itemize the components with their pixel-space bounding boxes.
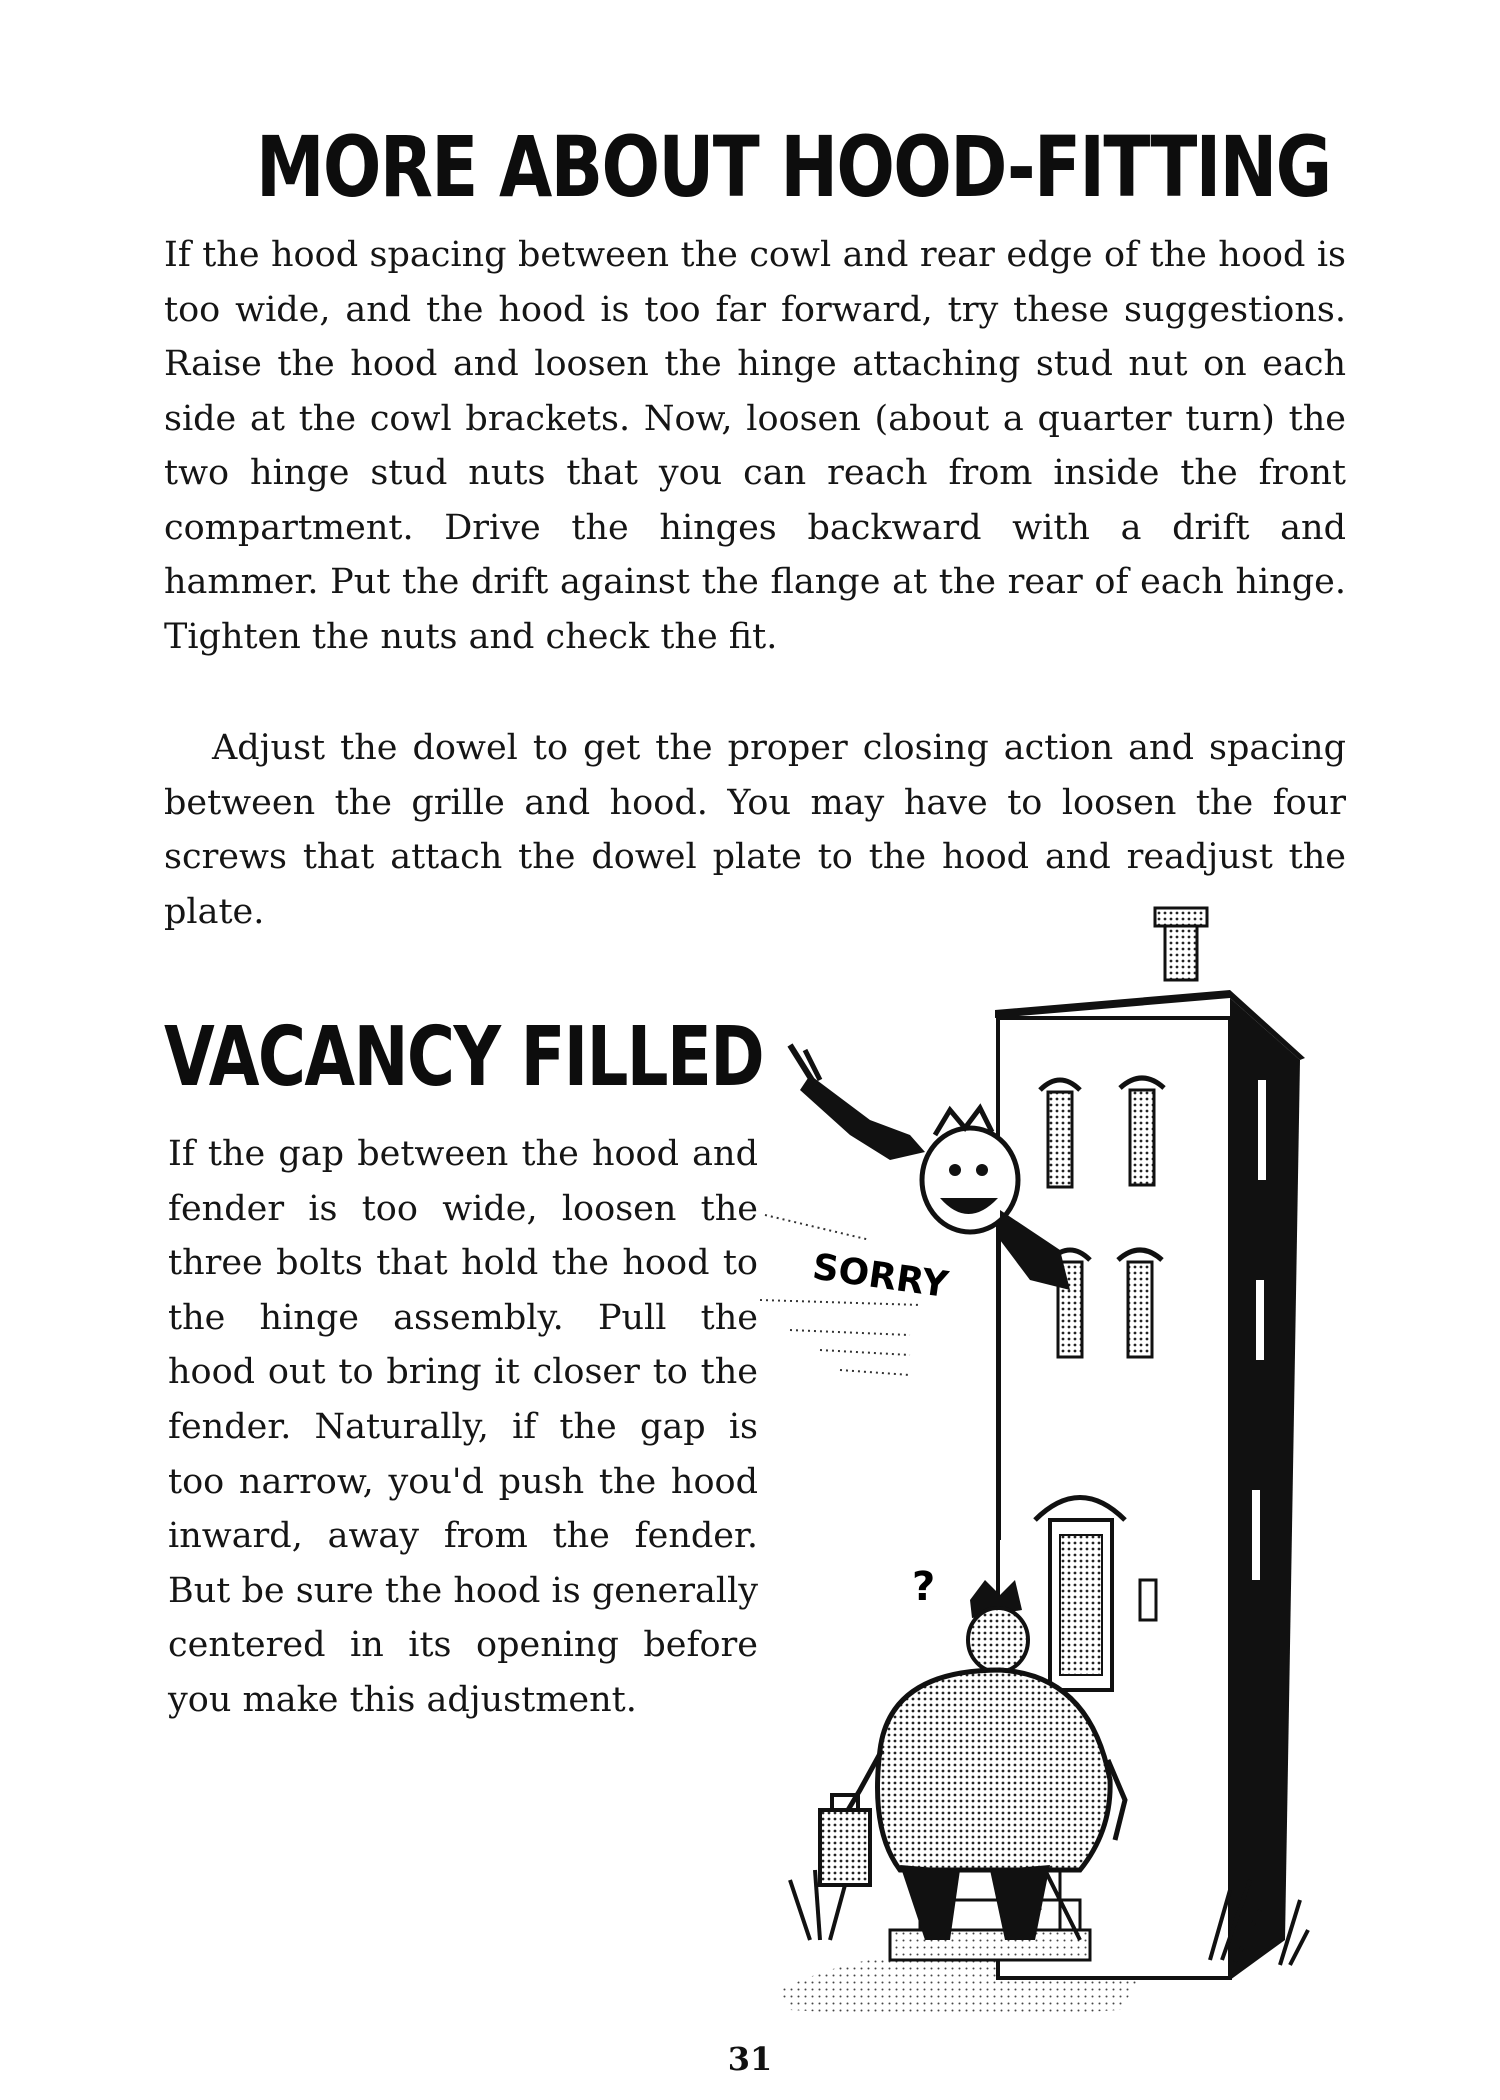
vacancy-filled-paragraph: If the gap between the hood and fender is too wide, loosen the three bolts that hold the hood to the hinge assembly. Pull the hood out to bring it closer to the fender. Naturally, if the gap is too narrow, you'd push the hood inward, away from the fender. But be sure the hood is generally centered in its opening before you make this adjustment.: [168, 1134, 758, 1720]
section-title-hood-fitting: MORE ABOUT HOOD-FITTING: [256, 118, 1331, 216]
cartoon-illustration: [760, 880, 1320, 2030]
page-number: 31: [727, 2040, 773, 2078]
sorry-sign-icon: [810, 1240, 1000, 1540]
hood-fitting-paragraph-1: If the hood spacing between the cowl and rear edge of the hood is too wide, and the hood is too far forward, try these suggestions. Raise the hood and loosen the hinge attaching stud nut on each side at the cowl brackets. Now, loosen (about a quarter turn) the two hinge stud nuts that you can reach from inside the front compartment. Drive the hinges backward with a drift and hammer. Put the drift against the flange at the rear of each hinge. Tighten the nuts and check the fit.: [164, 235, 1346, 657]
section-title-vacancy-filled: VACANCY FILLED: [164, 1010, 764, 1105]
sorry-sign-text: SORRY: [810, 1246, 951, 1307]
chimney-icon: [1155, 908, 1207, 980]
question-mark-text: ?: [912, 1564, 936, 1610]
hood-fitting-paragraph-2: Adjust the dowel to get the proper closing action and spacing between the grille and hood. You may have to loosen the four screws that attach the dowel plate to the hood and readjust the plate.: [164, 728, 1346, 932]
